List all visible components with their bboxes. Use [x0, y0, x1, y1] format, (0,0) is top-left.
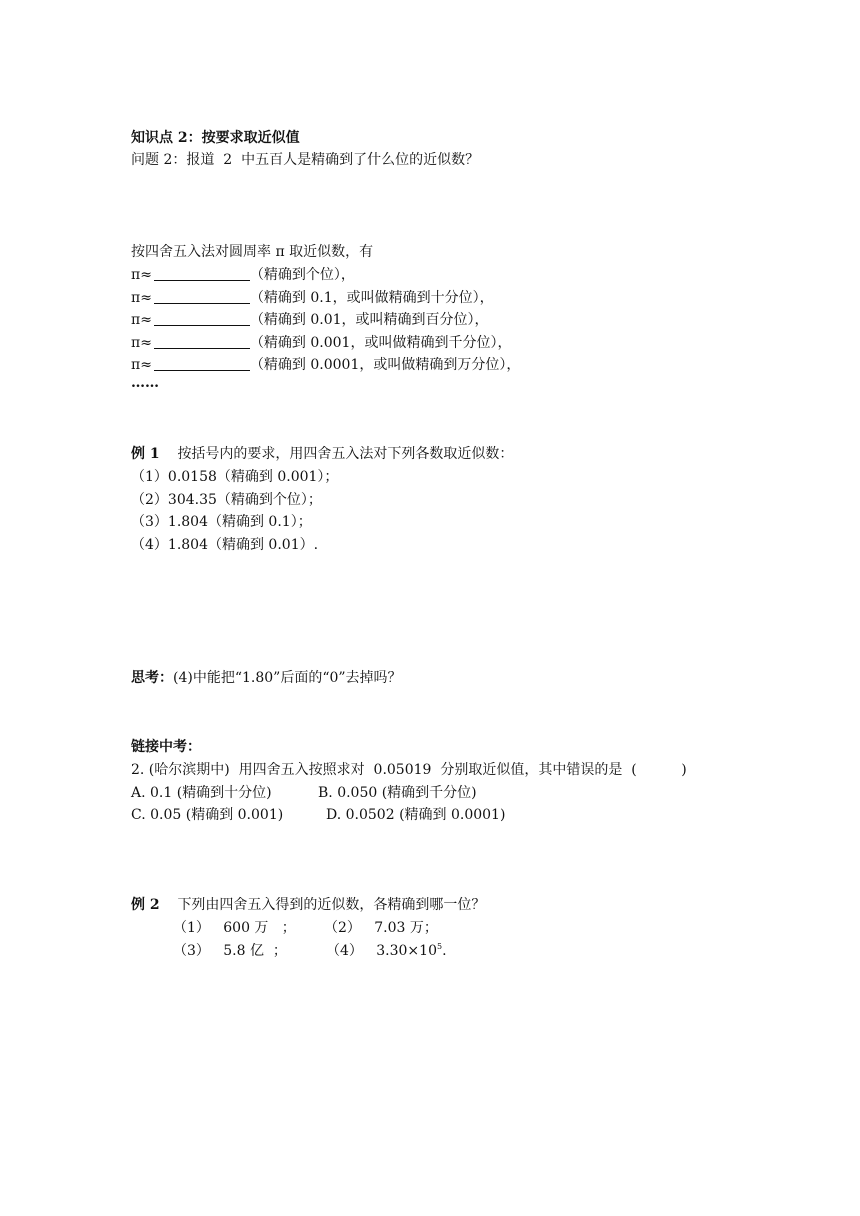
example-2-heading — [131, 895, 485, 915]
example-2-item-2: （2） 7.03 万； — [324, 920, 438, 936]
think-line — [131, 668, 402, 688]
example-2-item-1: （1） 600 万 ； — [173, 920, 296, 936]
pi-prefix: π≈ — [131, 312, 152, 328]
answer-blank[interactable] — [154, 334, 250, 349]
option-b: B. 0.050 (精确到千分位) — [318, 785, 477, 801]
answer-blank[interactable] — [154, 289, 250, 304]
example-1-item: （3）1.804（精确到 0.1）； — [131, 514, 312, 530]
exponent: 5 — [436, 942, 443, 951]
pi-prefix: π≈ — [131, 335, 152, 351]
pi-row — [131, 265, 355, 285]
example-2-text: 下列由四舍五入得到的近似数，各精确到哪一位？ — [177, 897, 486, 913]
pi-row — [131, 355, 520, 375]
section-title: 知识点 2：按要求取近似值 — [131, 130, 300, 146]
ellipsis: …… — [131, 375, 159, 391]
example-1-item: （4）1.804（精确到 0.01）. — [131, 537, 319, 553]
example-1-label: 例 1 — [131, 446, 160, 462]
pi-intro: 按四舍五入法对圆周率 π 取近似数，有 — [131, 244, 374, 260]
pi-prefix: π≈ — [131, 267, 152, 283]
pi-prefix: π≈ — [131, 357, 152, 373]
think-label: 思考： — [131, 670, 173, 686]
exam-link-label: 链接中考： — [131, 739, 201, 755]
option-a: A. 0.1 (精确到十分位) — [131, 785, 272, 801]
pi-row — [131, 288, 494, 308]
pi-prefix: π≈ — [131, 290, 152, 306]
example-1-text: 按括号内的要求，用四舍五入法对下列各数取近似数： — [177, 446, 514, 462]
pi-row-note: （精确到个位）， — [249, 267, 355, 283]
example-1-item: （2）304.35（精确到个位）； — [131, 492, 322, 508]
think-text: (4)中能把“1.80”后面的“0”去掉吗？ — [173, 670, 402, 686]
pi-row-note: （精确到 0.001，或叫做精确到千分位）， — [249, 335, 512, 351]
pi-row-note: （精确到 0.01，或叫精确到百分位）， — [249, 312, 489, 328]
answer-blank[interactable] — [154, 356, 250, 371]
example-1-heading — [131, 444, 513, 464]
example-1-item: （1）0.0158（精确到 0.001）； — [131, 469, 339, 485]
example-2-item-4: （4） $3.30\times 10^5$. — [326, 942, 447, 959]
option-d: D. 0.0502 (精确到 0.0001) — [326, 807, 506, 823]
pi-row-note: （精确到 0.1，或叫做精确到十分位）， — [249, 290, 494, 306]
exam-question: 2. (哈尔滨期中) 用四舍五入按照求对 0.05019 分别取近似值，其中错误的是 ( ) — [131, 762, 687, 778]
example-2-label: 例 2 — [131, 897, 160, 913]
answer-blank[interactable] — [154, 266, 250, 281]
example-2-item-3: （3） 5.8 亿 ； — [173, 943, 287, 959]
pi-row — [131, 310, 489, 330]
pi-row — [131, 333, 511, 353]
answer-blank[interactable] — [154, 311, 250, 326]
pi-row-note: （精确到 0.0001，或叫做精确到万分位）， — [249, 357, 521, 373]
option-c: C. 0.05 (精确到 0.001) — [131, 807, 284, 823]
question-2: 问题 2：报道 2 中五百人是精确到了什么位的近似数？ — [131, 152, 480, 168]
